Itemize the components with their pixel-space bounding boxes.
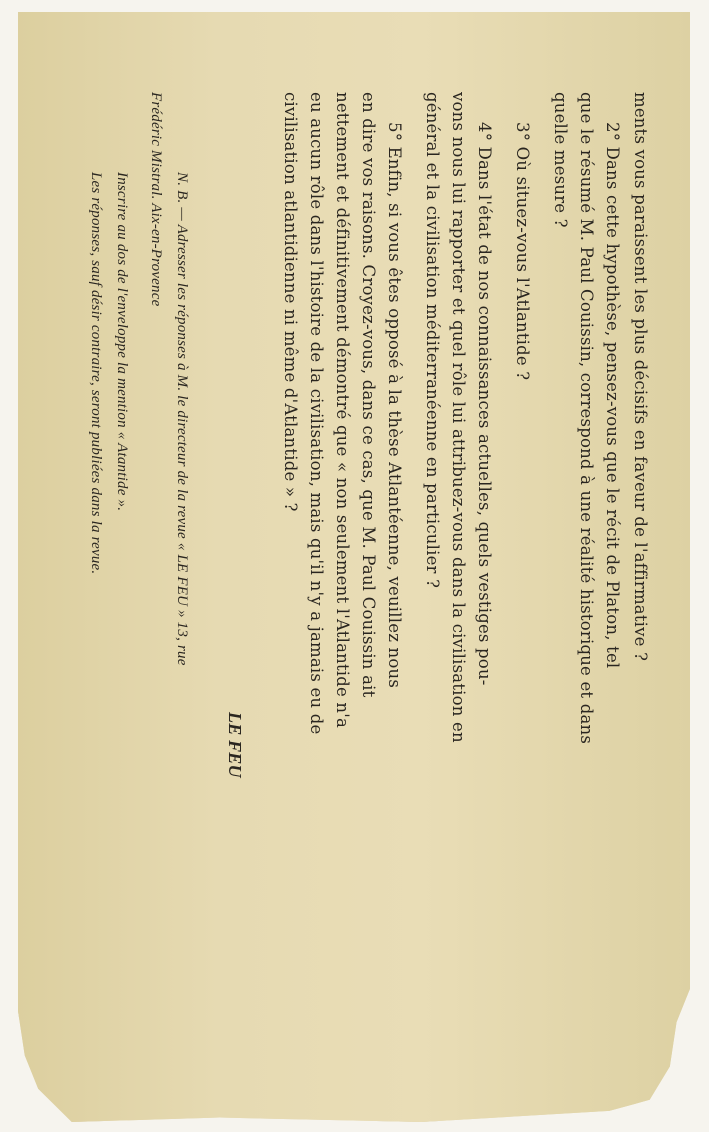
question-4-line-3: général et la civilisation méditerranéenne en particulier ? (423, 92, 442, 589)
note-line-4: Les réponses, sauf désir contraire, seront publiées dans la revue. (88, 172, 104, 575)
question-5-line-3: nettement et définitivement démontré que « non seulement l'Atlantide n'a (333, 92, 352, 729)
question-5-line-1: 5° Enfin, si vous êtes opposé à la thèse Atlantéenne, veuillez nous (385, 122, 404, 688)
question-5-line-5: civilisation atlantidienne ni même d'Atlantide » ? (281, 92, 300, 512)
question-2-line-3: quelle mesure ? (551, 92, 570, 228)
note-line-3: Inscrire au dos de l'enveloppe la mention « Atantide ». (114, 172, 130, 512)
question-5-line-4: eu aucun rôle dans l'histoire de la civilisation, mais qu'il n'y a jamais eu de (307, 92, 326, 735)
question-4-line-1: 4° Dans l'état de nos connaissances actuelles, quels vestiges pou- (475, 122, 494, 686)
note-line-1: N. B. — Adresser les réponses à M. le directeur de la revue « LE FEU » 13, rue (174, 172, 190, 666)
question-4-line-2: vons nous lui rapporter et quel rôle lui attribuez-vous dans la civilisation en (449, 92, 468, 743)
note-line-2: Frédéric Mistral. Aix-en-Provence (148, 92, 164, 307)
question-2-line-1: 2° Dans cette hypothèse, pensez-vous que le récit de Platon, tel (603, 122, 622, 669)
question-2-line-2: que le résumé M. Paul Couissin, correspond à une réalité historique et dans (577, 92, 596, 744)
rotated-text-block (40, 92, 650, 1092)
question-5-line-2: en dire vos raisons. Croyez-vous, dans ce cas, que M. Paul Couissin ait (359, 92, 378, 698)
question-3: 3° Où situez-vous l'Atlantide ? (513, 122, 532, 381)
text-line-1: ments vous paraissent les plus décisifs en faveur de l'affirmative ? (631, 92, 650, 662)
signature-le-feu: LE FEU (225, 712, 245, 778)
